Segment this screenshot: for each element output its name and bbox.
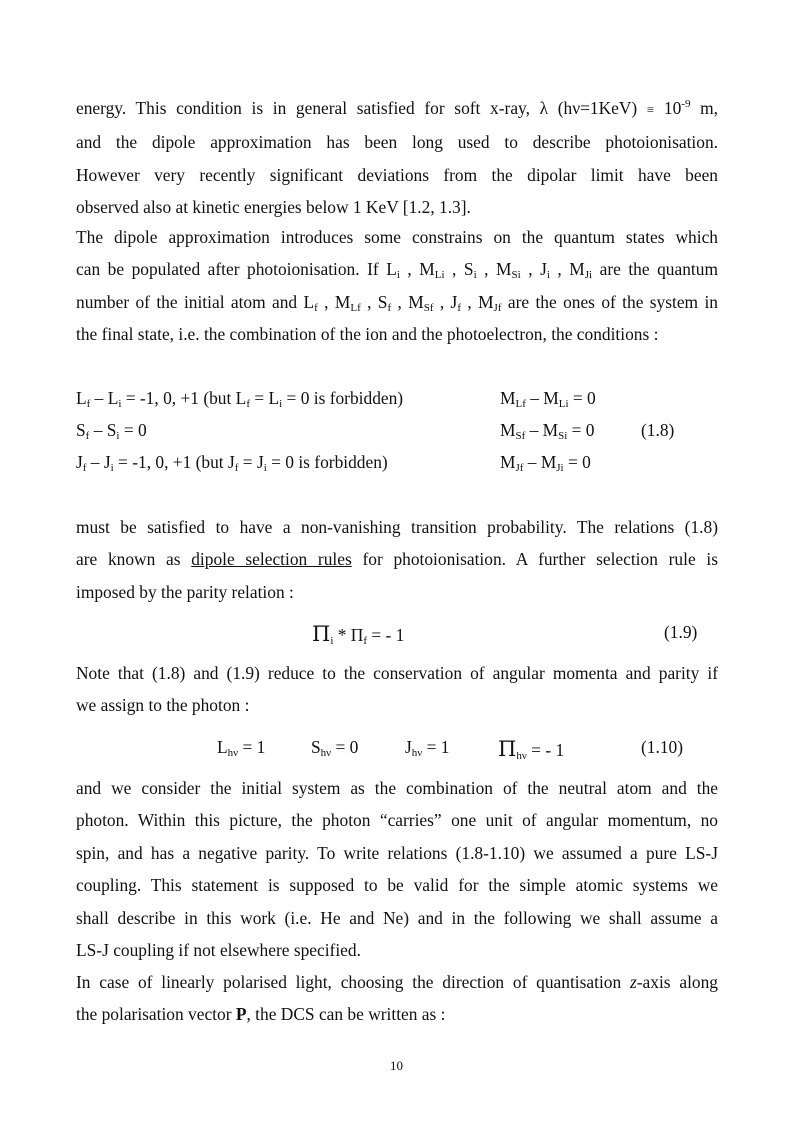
text-line: imposed by the parity relation :: [76, 581, 294, 602]
paragraph-5: [76, 772, 718, 966]
text-line: number of the initial atom and $L_f$ , $M_{Lf}$ , $S_f$ , $M_{Sf}$ , $J_f$ , $M_{Jf}$ are the ones of the system in: [76, 291, 718, 314]
condition-mj: $M_{Jf} - M_{Ji} = 0$: [500, 452, 591, 474]
condition-l: $L_f - L_i = -1$, 0, +1 (but $L_f = L_i = 0$ is forbidden): [76, 388, 404, 410]
photon-l: $L_{h\nu} = 1$: [217, 737, 266, 759]
photon-j: $J_{h\nu} = 1$: [405, 737, 450, 759]
text-line: observed also at kinetic energies below 1 KeV [1.2, 1.3].: [76, 197, 471, 218]
page-number: 10: [390, 1058, 403, 1073]
condition-j: $J_f - J_i = -1$, 0, +1 (but $J_f = J_i = 0$ is forbidden): [76, 452, 388, 474]
text-line: can be populated after photoionisation. If $L_i$ , $M_{Li}$ , $S_i$ , $M_{Si}$ , $J_i$ , $M_{Ji}$ are the quantum: [76, 259, 718, 282]
text-line: photon. Within this picture, the photon “carries” one unit of angular momentum, no: [76, 810, 718, 831]
dipole-selection-rules-term: dipole selection rules: [191, 549, 352, 570]
text-line: the final state, i.e. the combination of the ion and the photoelectron, the conditions :: [76, 324, 659, 345]
text-line: spin, and has a negative parity. To write relations (1.8-1.10) we assumed a pure LS-J: [76, 842, 718, 863]
text-line: In case of linearly polarised light, choosing the direction of quantisation z-axis along: [76, 972, 718, 992]
paragraph-1: [76, 92, 718, 224]
text-line: the polarisation vector P, the DCS can be written as :: [76, 1004, 446, 1025]
photon-s: $S_{h\nu} = 0$: [311, 737, 359, 759]
condition-ms: $M_{Sf} - M_{Si} = 0$: [500, 420, 595, 442]
text-line: coupling. This statement is supposed to be valid for the simple atomic systems we: [76, 875, 718, 896]
paragraph-2: [76, 221, 718, 351]
equation-number-1-8: (1.8): [641, 420, 675, 440]
text-line: The dipole approximation introduces some constrains on the quantum states which: [76, 227, 718, 247]
text-line: and we consider the initial system as the combination of the neutral atom and the: [76, 778, 718, 798]
text-line: must be satisfied to have a non-vanishing transition probability. The relations (1.8): [76, 517, 718, 537]
text-line: energy. This condition is in general satisfied for soft x-ray, λ $(h\nu=1KeV) \equiv 10^{-9}$ m,: [76, 98, 719, 118]
paragraph-4: [76, 657, 718, 722]
equivalence-symbol: ≡: [646, 102, 655, 117]
condition-s: $S_f - S_i = 0$: [76, 420, 147, 442]
text-line: and the dipole approximation has been long used to describe photoionisation.: [76, 132, 718, 153]
equation-number-1-9: (1.9): [664, 622, 698, 642]
paragraph-6: [76, 966, 718, 1031]
text-line: are known as dipole selection rules for photoionisation. A further selection rule is: [76, 549, 718, 570]
text-line: However very recently significant deviations from the dipolar limit have been: [76, 164, 718, 185]
photon-parity: $\Pi_{h\nu}$ = - 1: [498, 737, 565, 762]
polarisation-vector-symbol: P: [235, 1004, 247, 1025]
text-line: Note that (1.8) and (1.9) reduce to the conservation of angular momenta and parity if: [76, 663, 718, 683]
equation-number-1-10: (1.10): [641, 737, 684, 757]
text-line: we assign to the photon :: [76, 695, 250, 716]
lambda-symbol: λ: [539, 98, 549, 118]
paragraph-3: [76, 511, 718, 608]
text-line: shall describe in this work (i.e. He and Ne) and in the following we shall assume a: [76, 907, 718, 928]
text-line: LS-J coupling if not elsewhere specified.: [76, 940, 361, 961]
condition-ml: $M_{Lf} - M_{Li} = 0$: [500, 388, 596, 410]
parity-equation: $\Pi_i * \Pi_f$ = - 1: [312, 622, 405, 647]
